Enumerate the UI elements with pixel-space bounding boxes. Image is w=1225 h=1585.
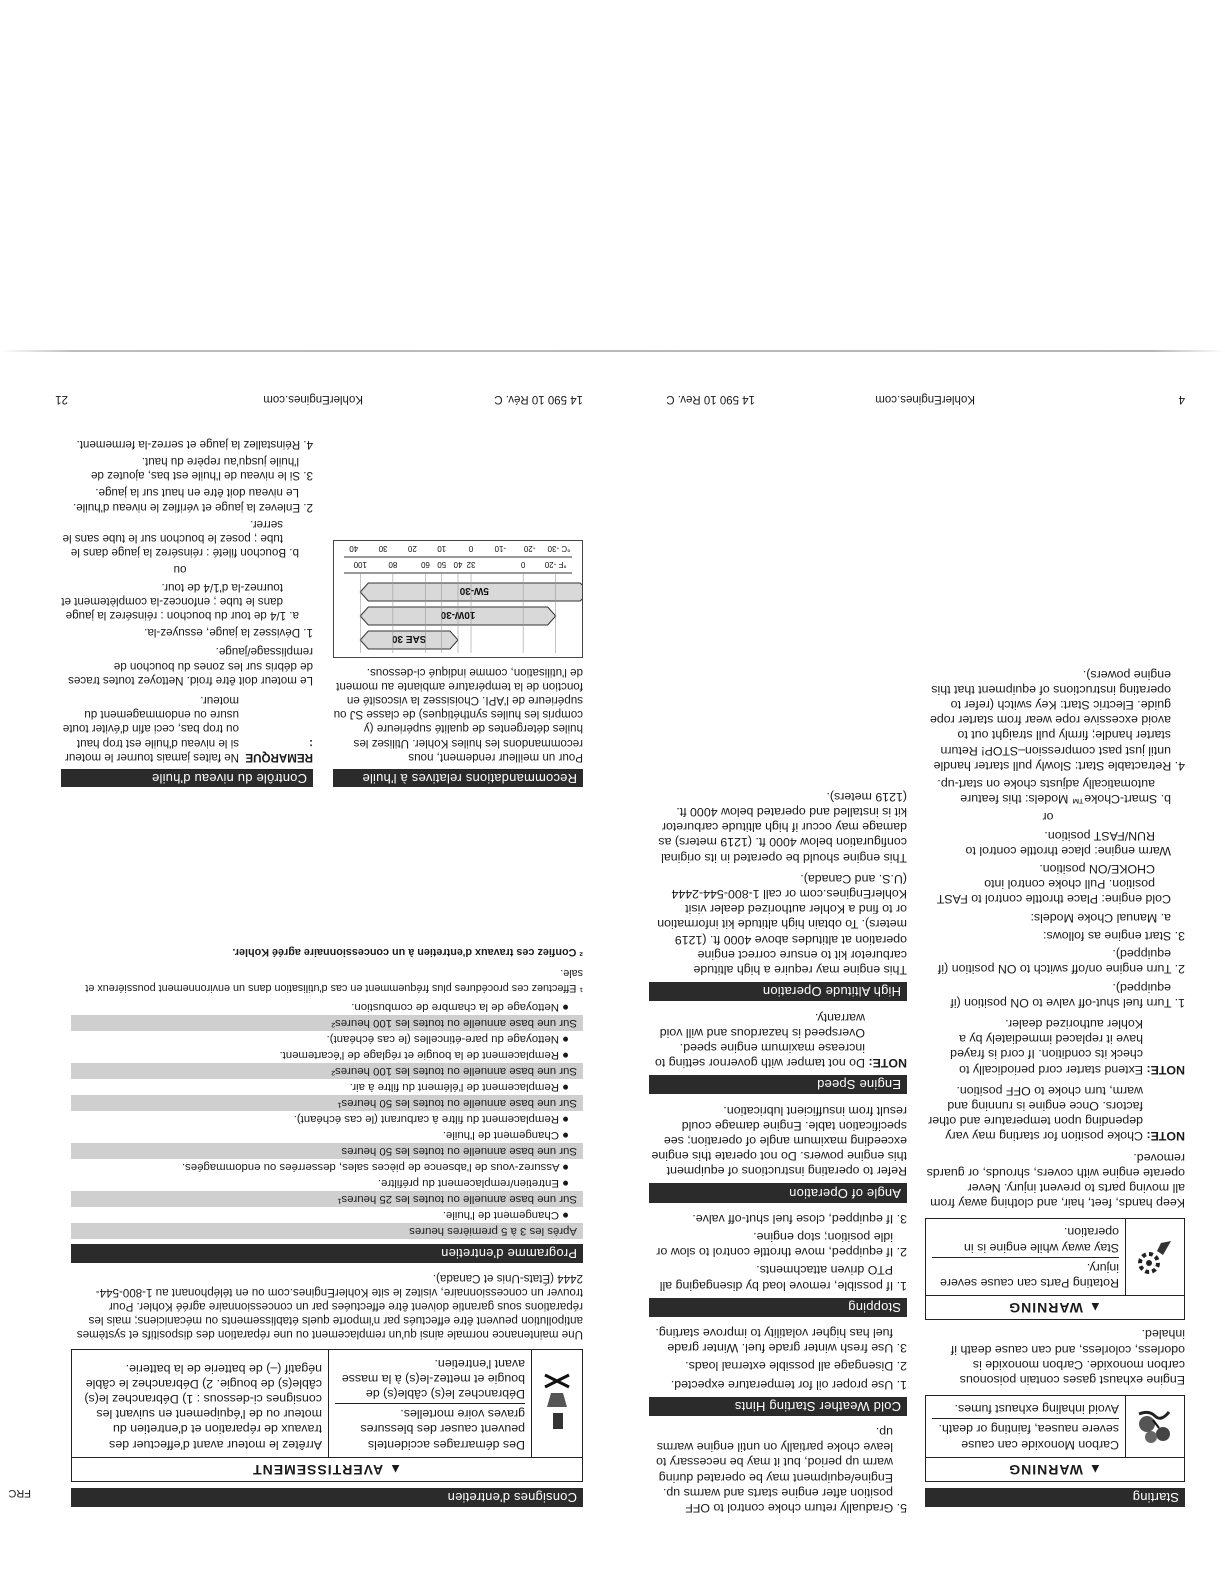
schedule-task-row xyxy=(71,999,583,1015)
list-item: 4. Réinstallez la jauge et serrez-la fermement. xyxy=(76,437,313,451)
fahrenheit-tick-label: 50 xyxy=(437,560,447,570)
schedule-cell: Sur une base annuelle ou toutes les 100 heures² xyxy=(71,1015,583,1031)
schedule-cell: Sur une base annuelle ou toutes les 50 heures xyxy=(71,1143,583,1159)
maintenance-schedule-table xyxy=(71,999,583,1239)
oil-level-column xyxy=(61,434,313,795)
series-label: 10W-30 xyxy=(440,609,476,621)
schedule-cell: Sur une base annuelle ou toutes les 25 heures¹ xyxy=(71,1191,583,1207)
series-label: 5W-30 xyxy=(459,585,489,597)
page-number: 21 xyxy=(55,393,68,405)
schedule-cell: ● Nettoyage du pare-étincelles (le cas échéant). xyxy=(71,1031,583,1047)
list-item: 4. Retractable Start: Slowly pull starter handle until just past compression–STOP! Return starter handle; firmly pull straight out to avoid excessive rope wear from starter rope guide. Electric Start: Key switch (refer to operating instructions of equipment that this engine powers). xyxy=(929,667,1185,773)
list-item: 2. Turn engine on/off switch to ON position (if equipped). xyxy=(937,947,1185,977)
schedule-cell: Après les 3 à 5 premières heures xyxy=(71,1223,583,1239)
disconnect-spark-plug-icon xyxy=(531,1350,582,1456)
celsius-tick-label: 40 xyxy=(349,545,359,554)
schedule-cell: ● Remplacement de la bougie et réglage de l'écartement. xyxy=(71,1047,583,1063)
footer-doc-number: 14 590 10 Rev. C xyxy=(666,393,755,405)
schedule-cell: ● Changement de l'huile. xyxy=(71,1127,583,1143)
oil-viscosity-chart xyxy=(333,540,583,658)
schedule-task-row xyxy=(71,1047,583,1063)
warning-line: Débranchez le(s) câble(s) de bougie et mettez-le(s) à la masse avant l'entretien. xyxy=(341,1356,525,1401)
schedule-cell: Sur une base annuelle ou toutes les 100 heures² xyxy=(71,1063,583,1079)
section-speed-header: Engine Speed xyxy=(649,1075,907,1094)
page-number: 4 xyxy=(1178,393,1185,405)
schedule-task-row xyxy=(71,1175,583,1191)
list-item: 2. Enlevez la jauge et vérifiez le niveau d'huile. Le niveau doit être en haut sur la jauge. xyxy=(72,486,313,514)
section-starting-header: Starting xyxy=(925,1488,1185,1507)
exhaust-paragraph: Engine exhaust gases contain poisonous carbon monoxide. Carbon monoxide is odorless, colorless, and can cause death if inhaled. xyxy=(950,1327,1185,1387)
language-code: FRC xyxy=(8,1487,31,1499)
angle-paragraph: Refer to operating instructions of equipment this engine powers. Do not operate this engine exceeding maximum angle of operation; see specification table. Engine damage could result from insufficient lubrication. xyxy=(651,1103,907,1179)
remarque: REMARQUE : Ne faites jamais tourner le moteur si le niveau d'huile est trop haut ou trop bas, ceci afin d'éviter toute usure ou endommagement du moteur. xyxy=(62,693,313,764)
footer-site: KohlerEngines.com xyxy=(263,393,363,405)
rotating-parts-icon xyxy=(1125,1219,1184,1295)
warning-header: AVERTISSEMENT xyxy=(252,1461,384,1478)
schedule-interval-row xyxy=(71,1015,583,1031)
list-item: 1. Dévissez la jauge, essuyez-la. xyxy=(144,626,313,640)
warning-box-rotating-parts xyxy=(925,1218,1185,1320)
schedule-task-row xyxy=(71,1159,583,1175)
celsius-tick-label: 30 xyxy=(378,545,388,554)
schedule-task-row xyxy=(71,1127,583,1143)
section-niveau-header: Contrôle du niveau d'huile xyxy=(61,769,313,787)
celsius-tick-label: -20 xyxy=(523,545,536,554)
oil-paragraph: Pour un meilleur rendement, nous recommandons les huiles Kohler. Utilisez les huiles détergentes de qualité supérieure (y compris les huiles synthétiques) de classe SJ ou supérieure de l'API. Choisissez la viscosité en fonction de la température ambiante au moment de l'utilisation, comme indiqué ci-dessous. xyxy=(333,665,583,764)
page-21-top xyxy=(71,938,583,1515)
note-starter-cord: NOTE: Extend starter cord periodically to check its condition. If cord is frayed have it replaced immediately by a Kohler authorized dealer. xyxy=(950,1016,1185,1077)
section-consignes-header: Consignes d'entretien xyxy=(71,1488,583,1507)
list-item: b. Smart-Choke™ Models: this feature automatically adjusts choke on start-up. xyxy=(937,777,1171,807)
warning-header: WARNING xyxy=(1008,1461,1083,1478)
page-4 xyxy=(613,360,1225,1585)
section-programme-header: Programme d'entretien xyxy=(71,1244,583,1263)
warning-triangle-icon: ▲ xyxy=(1087,1300,1102,1316)
list-item: 3. Si le niveau de l'huile est bas, ajoutez de l'huile jusqu'au repère du haut. xyxy=(91,454,313,483)
celsius-tick-label: 20 xyxy=(407,545,417,554)
schedule-interval-row xyxy=(71,1191,583,1207)
list-item: 3. Start engine as follows: xyxy=(1043,928,1185,943)
page-21 xyxy=(0,360,613,1585)
oil-recommendations-column xyxy=(333,540,583,795)
oil-viscosity-chart-svg xyxy=(334,545,582,657)
scan-fold-line xyxy=(0,350,1225,352)
warning-box-carbon-monoxide xyxy=(925,1395,1185,1482)
footnote: ² Confiez ces travaux d'entretien à un concessionnaire agréé Kohler. xyxy=(232,945,583,958)
schedule-interval-row xyxy=(71,1063,583,1079)
section-cold-weather-header: Cold Weather Starting Hints xyxy=(649,1397,907,1416)
schedule-cell: ● Changement de l'huile. xyxy=(71,1207,583,1223)
fahrenheit-tick-label: 32 xyxy=(466,560,476,570)
altitude-paragraph: This engine should be operated in its original configuration below 4000 ft. (1219 meters) as damage may occur if high altitude carburetor kit is installed and operated below 4000 ft. (1219 meters). xyxy=(658,789,907,865)
schedule-task-row xyxy=(71,1079,583,1095)
schedule-cell: ● Remplacement de l'élément du filtre à air. xyxy=(71,1079,583,1095)
warning-triangle-icon: ▲ xyxy=(1087,1461,1102,1477)
schedule-interval-row xyxy=(71,1143,583,1159)
fahrenheit-tick-label: 60 xyxy=(420,560,430,570)
fahrenheit-tick-label: 80 xyxy=(388,560,398,570)
footnote: ¹ Effectuez ces procédures plus fréquemment en cas d'utilisation dans un environnement poussiéreux et sale. xyxy=(85,966,583,995)
list-item: Warm engine: place throttle control to RUN/FAST position. xyxy=(965,828,1171,858)
fahrenheit-tick-label: 40 xyxy=(453,560,463,570)
fahrenheit-tick-label: 0 xyxy=(520,560,526,570)
schedule-interval-row xyxy=(71,1223,583,1239)
celsius-tick-label: -10 xyxy=(494,545,507,554)
list-item: a. Manual Choke Models: xyxy=(1030,910,1171,925)
list-item: a. 1/4 de tour du bouchon : réinsérez la jauge dans le tube ; enfoncez-la complètement et tournez-la d'1/4 de tour. xyxy=(61,580,299,622)
rotated-spread xyxy=(0,360,1225,1585)
warning-line: Carbon Monoxide can cause severe nausea, fainting or death. xyxy=(932,1418,1119,1453)
altitude-paragraph: This engine may require a high altitude carburetor kit to ensure correct engine operation at altitudes above 4000 ft. (1219 meters). To obtain high altitude kit information or to find a Kohler authorized dealer visit KohlerEngines.com or call 1-800-544-2444 (U.S. and Canada). xyxy=(657,871,907,978)
footer-doc-number: 14 590 10 Rév. C xyxy=(494,393,583,405)
list-item: 5. Gradually return choke control to OFF position after engine starts and warms up. Engine/equipment may be operated during warm up period, but it may be necessary to leave choke partially on until engine warms up. xyxy=(656,1424,907,1515)
warning-line: Avoid inhaling exhaust fumes. xyxy=(954,1402,1119,1417)
schedule-cell: ● Remplacement du filtre à carburant (le cas échéant). xyxy=(71,1111,583,1127)
list-item: 1. If possible, remove load by disengaging all PTO driven attachments. xyxy=(659,1263,907,1293)
list-item: b. Bouchon fileté : réinsérez la jauge dans le tube ; posez le bouchon sur le tube sans le serrer. xyxy=(62,517,299,560)
footer-site: KohlerEngines.com xyxy=(875,393,975,405)
schedule-cell: ● Assurez-vous de l'absence de pièces sales, desserrées ou endommagées. xyxy=(71,1159,583,1175)
page-4-column-2 xyxy=(649,783,907,1515)
schedule-cell: Sur une base annuelle ou toutes les 50 heures¹ xyxy=(71,1095,583,1111)
oil-level-paragraph: Le moteur doit être froid. Nettoyez toutes traces de débris sur les zones du bouchon de remplissage/jauge. xyxy=(68,645,313,687)
list-item: 1. Use proper oil for temperature expected. xyxy=(670,1377,907,1392)
note-choke: NOTE: Choke position for starting may vary depending upon temperature and other factors. Once engine is running and warm, turn choke to OFF position. xyxy=(928,1083,1185,1144)
fahrenheit-tick-label: 100 xyxy=(353,560,367,570)
list-item: 1. Turn fuel shut-off valve to ON position (if equipped). xyxy=(950,980,1185,1010)
warning-triangle-icon: ▲ xyxy=(388,1461,402,1477)
celsius-tick-label: 0 xyxy=(468,545,474,554)
section-angle-header: Angle of Operation xyxy=(649,1183,907,1202)
list-item: 3. Use fresh winter grade fuel. Winter grade fuel has higher volatility to improve starting. xyxy=(655,1325,907,1356)
schedule-cell: ● Entretien/remplacement du préfiltre. xyxy=(71,1175,583,1191)
warning-line: Des démarrages accidentels peuvent causer des blessures graves voire mortelles. xyxy=(335,1403,525,1454)
note-governor: NOTE: Do not tamper with governor setting to increase maximum engine speed. Overspeed is hazardous and will void warranty. xyxy=(654,1010,907,1071)
celsius-tick-label: 10 xyxy=(437,545,447,554)
page-4-column-1 xyxy=(925,663,1185,1515)
warning-header: WARNING xyxy=(1008,1300,1083,1317)
list-item: Cold engine: Place throttle control to FAST position. Pull choke control into CHOKE/ON position. xyxy=(937,862,1171,907)
list-item: 2. Disengage all possible external loads. xyxy=(685,1359,907,1374)
warning-box-avertissement xyxy=(71,1349,583,1481)
list-item: 2. If equipped, move throttle control to slow or idle position; stop engine. xyxy=(656,1229,907,1260)
schedule-task-row xyxy=(71,1207,583,1223)
section-huile-header: Recommandations relatives à l'huile xyxy=(333,769,583,787)
warning-line: Stay away while engine is in operation. xyxy=(964,1225,1119,1255)
celsius-tick-label: °C -30 xyxy=(547,545,571,554)
list-item: 3. If equipped, close fuel shut-off valve. xyxy=(692,1211,907,1226)
schedule-interval-row xyxy=(71,1095,583,1111)
section-stopping-header: Stopping xyxy=(649,1298,907,1317)
maintenance-intro: Une maintenance normale ainsi qu'un remplacement ou une réparation des dispositifs et systèmes antipollution peuvent être effectués par n'importe quels établissements ou mécaniciens; mais les réparations sous garantie doivent être effectuées par un concessionnaire agréé Kohler. Pour trouver un concessionnaire, visitez le site KohlerEngines.com ou en téléphonant au 1-800-544-2444 (États-Unis et Canada). xyxy=(76,1272,583,1342)
rotating-paragraph: Keep hands, feet, hair, and clothing away from all moving parts to prevent injury. Never operate engine with covers, shrouds, or guards removed. xyxy=(926,1150,1185,1211)
warning-line: Rotating Parts can cause severe injury. xyxy=(932,1257,1119,1292)
schedule-cell: ● Nettoyage de la chambre de combustion. xyxy=(71,999,583,1015)
warning-line: Arrêtez le moteur avant d'effectuer des travaux de réparation et d'entretien du moteur ou de l'équipement en suivant les consignes ci-dessous : 1) Débranchez le(s) câble(s) de bougie. 2) Débranchez le câble négatif (–) de batterie de la batterie. xyxy=(84,1361,322,1452)
or-separator: ou xyxy=(173,563,187,577)
series-label: SAE 30 xyxy=(391,633,427,645)
fahrenheit-tick-label: °F -20 xyxy=(544,560,567,570)
or-separator: or xyxy=(1042,810,1054,825)
schedule-task-row xyxy=(71,1031,583,1047)
schedule-task-row xyxy=(71,1111,583,1127)
section-altitude-header: High Altitude Operation xyxy=(649,982,907,1001)
exhaust-fumes-icon xyxy=(1125,1396,1184,1457)
